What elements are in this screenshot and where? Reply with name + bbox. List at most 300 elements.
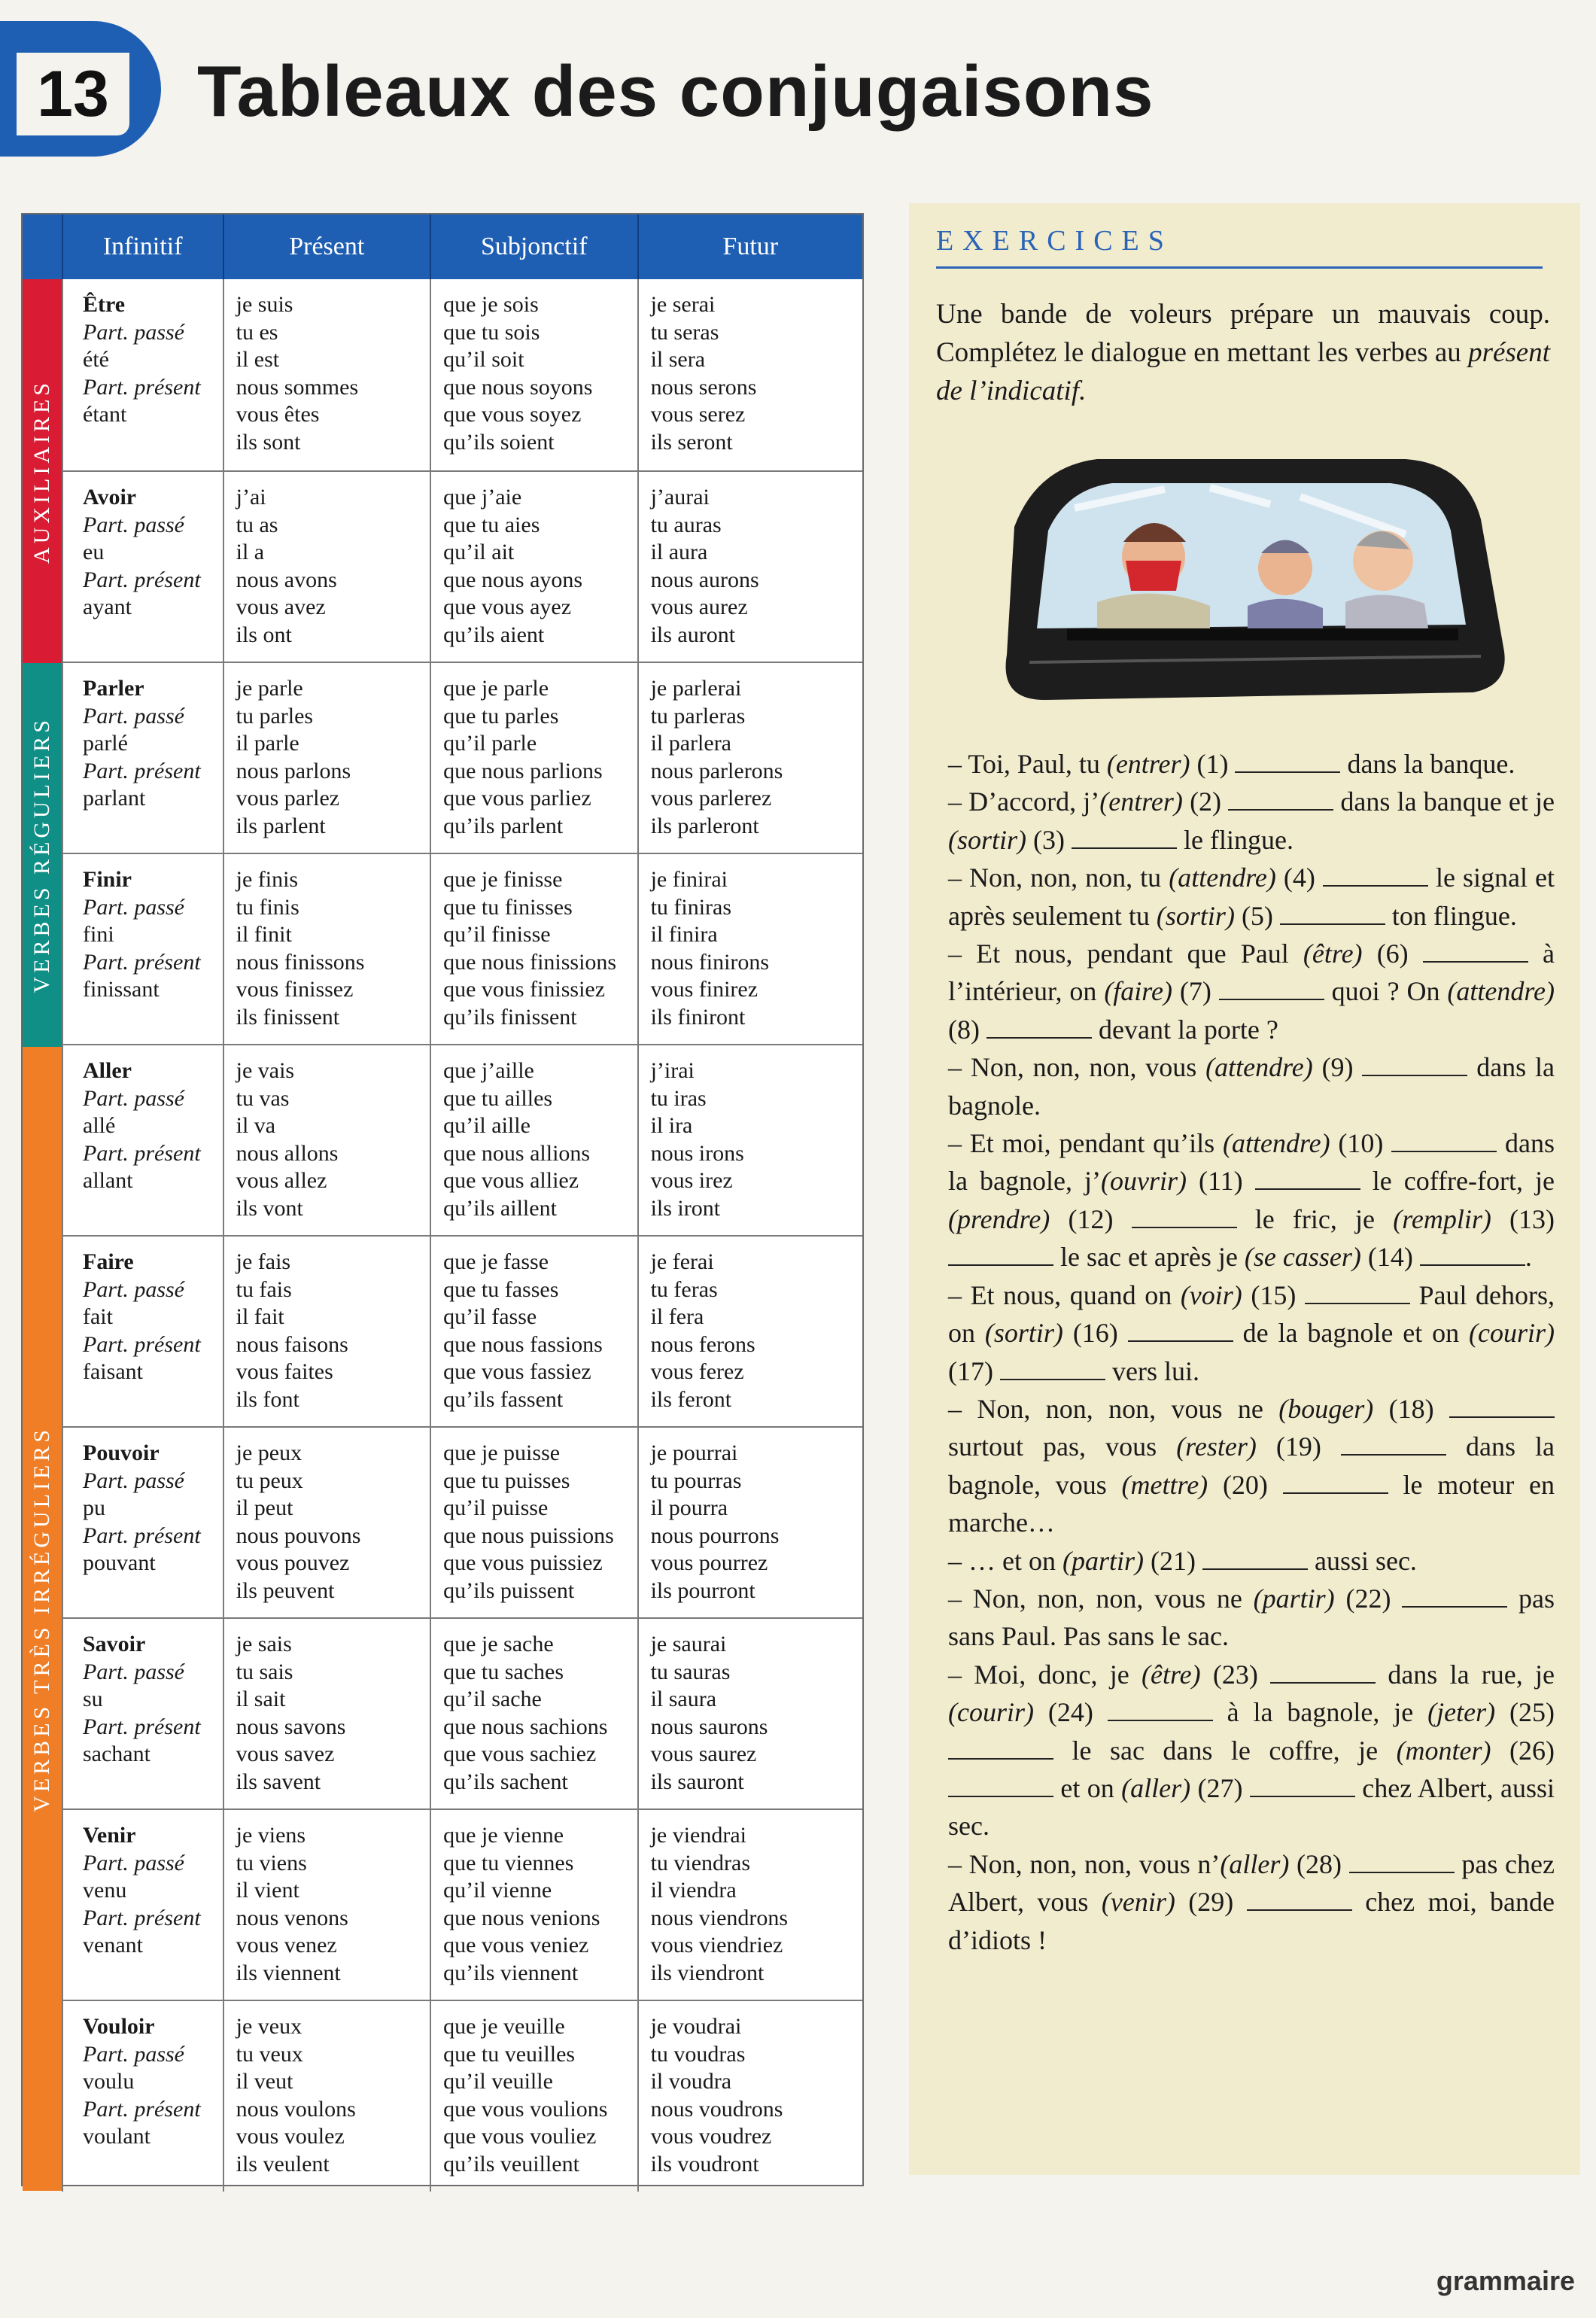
- conjugated-form: nous finissons: [236, 949, 365, 975]
- conjugated-form: qu’ils finissent: [443, 1004, 577, 1030]
- conjugated-form: que nous fassions: [443, 1331, 603, 1357]
- conjugated-form: que nous ayons: [443, 567, 583, 592]
- dialogue-text: (28): [1289, 1848, 1349, 1879]
- conjugated-form: il pourra: [650, 1495, 728, 1520]
- conjugated-form: que tu parles: [443, 703, 559, 729]
- conjugated-form: je parle: [236, 676, 303, 701]
- conjugated-form: que tu finisses: [443, 894, 573, 920]
- conjugated-form: il veut: [236, 2069, 293, 2094]
- conjugated-form: je vais: [236, 1058, 295, 1083]
- dialogue-text: – Non, non, non, vous ne: [948, 1393, 1279, 1424]
- dialogue-text: (3): [1026, 824, 1072, 855]
- futur-cell: [637, 1619, 862, 1809]
- conjugated-form: ils auront: [650, 622, 736, 647]
- answer-blank[interactable]: [1228, 789, 1333, 811]
- part-passe-label: Part. passé: [83, 2041, 184, 2067]
- conjugated-form: nous voulons: [236, 2096, 356, 2122]
- conjugated-form: que tu fasses: [443, 1276, 559, 1302]
- conjugated-form: vous aurez: [650, 595, 748, 619]
- answer-blank[interactable]: [1362, 1055, 1467, 1076]
- dialogue-line: [948, 1124, 1555, 1276]
- conjugated-form: tu viendras: [650, 1850, 751, 1875]
- conjugated-form: vous parlez: [236, 786, 340, 811]
- answer-blank[interactable]: [1420, 1245, 1525, 1266]
- dialogue-text: (20): [1208, 1469, 1283, 1500]
- answer-blank[interactable]: [1402, 1586, 1507, 1608]
- conjugated-form: vous irez: [650, 1168, 733, 1193]
- infinitive-cell: [62, 279, 223, 471]
- conjugated-form: nous parlerons: [650, 758, 783, 783]
- dialogue-line: [948, 745, 1555, 783]
- part-passe-value: venu: [83, 1878, 127, 1903]
- futur-cell: [637, 1045, 862, 1236]
- conjugated-form: ils sauront: [650, 1769, 744, 1794]
- conjugated-form: je ferai: [650, 1249, 714, 1274]
- dialogue-text: (23): [1200, 1659, 1271, 1690]
- part-present-value: allant: [83, 1168, 133, 1193]
- conjugated-form: j’ai: [236, 485, 266, 510]
- conjugated-form: vous allez: [236, 1168, 327, 1193]
- futur-cell: [637, 663, 862, 853]
- infinitive-cell: [62, 1045, 223, 1236]
- subjonctif-cell: [430, 1045, 637, 1236]
- dialogue-text: de la bagnole et on: [1233, 1318, 1470, 1349]
- conjugated-form: que nous parlions: [443, 758, 603, 783]
- conjugated-form: tu veux: [236, 2041, 303, 2067]
- part-present-label: Part. présent: [83, 949, 201, 975]
- conjugated-form: qu’ils fassent: [443, 1386, 564, 1412]
- part-passe-label: Part. passé: [83, 512, 184, 537]
- dialogue-text: dans la bagnole, j’: [948, 1128, 1555, 1197]
- infinitive-cell: [62, 1428, 223, 1618]
- futur-cell: [637, 854, 862, 1045]
- column-header-present: Présent: [223, 214, 430, 279]
- conjugated-form: tu as: [236, 512, 278, 537]
- dialogue-line: [948, 1542, 1555, 1580]
- answer-blank[interactable]: [1323, 865, 1428, 887]
- conjugated-form: que j’aille: [443, 1058, 534, 1083]
- verb-prompt: (sortir): [948, 824, 1027, 855]
- answer-blank[interactable]: [1391, 1131, 1497, 1152]
- part-passe-label: Part. passé: [83, 319, 184, 345]
- present-cell: [223, 1428, 430, 1618]
- verb-name: Savoir: [83, 1632, 146, 1656]
- answer-blank[interactable]: [1000, 1359, 1105, 1380]
- conjugated-form: il fera: [650, 1304, 704, 1329]
- subjonctif-cell: [430, 2001, 637, 2192]
- verb-prompt: (bouger): [1278, 1393, 1374, 1424]
- group-label: VERBES TRÈS IRRÉGULIERS: [29, 1425, 54, 1812]
- conjugated-form: qu’il vienne: [443, 1878, 552, 1903]
- part-present-label: Part. présent: [83, 2096, 201, 2122]
- part-present-value: faisant: [83, 1359, 143, 1384]
- present-cell: [223, 472, 430, 662]
- present-cell: [223, 1045, 430, 1236]
- conjugated-form: que je fasse: [443, 1249, 549, 1274]
- answer-blank[interactable]: [1247, 1890, 1352, 1911]
- verb-prompt: (prendre): [948, 1203, 1050, 1234]
- conjugated-form: nous aurons: [650, 567, 759, 592]
- answer-blank[interactable]: [948, 1776, 1053, 1797]
- exercise-instruction: [936, 295, 1550, 410]
- conjugated-form: ils viendront: [650, 1960, 765, 1985]
- dialogue-text: aussi sec.: [1307, 1545, 1417, 1576]
- dialogue-text: – Non, non, non, vous ne: [948, 1583, 1254, 1614]
- conjugated-form: nous pouvons: [236, 1523, 361, 1548]
- conjugated-form: nous faisons: [236, 1331, 348, 1357]
- infinitive-cell: [62, 2001, 223, 2192]
- conjugated-form: je finirai: [650, 867, 728, 892]
- infinitive-cell: [62, 1810, 223, 2000]
- conjugated-form: ils parlent: [236, 813, 326, 838]
- answer-blank[interactable]: [1255, 1169, 1360, 1190]
- subjonctif-cell: [430, 663, 637, 853]
- part-passe-value: allé: [83, 1113, 116, 1138]
- dialogue-text: (1): [1190, 749, 1236, 779]
- conjugated-form: tu feras: [650, 1276, 718, 1302]
- dialogue-text: (7): [1172, 976, 1219, 1007]
- getaway-car-illustration: [984, 437, 1511, 721]
- group-band-auxiliaires: [23, 279, 62, 663]
- conjugated-form: que nous puissions: [443, 1523, 614, 1548]
- dialogue-text: chez Albert, aussi sec.: [948, 1772, 1555, 1842]
- subjonctif-cell: [430, 1237, 637, 1427]
- group-band-verbes-irreguliers: [23, 1047, 62, 2191]
- conjugated-form: que je finisse: [443, 867, 563, 892]
- dialogue-text: dans la bagnole.: [948, 1052, 1555, 1121]
- part-present-label: Part. présent: [83, 567, 201, 592]
- part-present-value: parlant: [83, 786, 146, 811]
- conjugated-form: que nous venions: [443, 1905, 600, 1930]
- part-present-value: voulant: [83, 2124, 150, 2149]
- conjugated-form: je parlerai: [650, 676, 742, 701]
- conjugated-form: ils voudront: [650, 2151, 759, 2177]
- dialogue-line: [948, 935, 1555, 1048]
- answer-blank[interactable]: [1250, 1776, 1355, 1797]
- conjugated-form: il voudra: [650, 2069, 732, 2094]
- conjugated-form: qu’il aille: [443, 1113, 530, 1138]
- verb-prompt: (entrer): [1099, 786, 1183, 817]
- conjugated-form: il sait: [236, 1687, 286, 1711]
- conjugated-form: que je vienne: [443, 1823, 564, 1848]
- part-present-label: Part. présent: [83, 1714, 201, 1739]
- verb-prompt: (courir): [948, 1697, 1034, 1728]
- infinitive-cell: [62, 854, 223, 1045]
- conjugated-form: qu’ils aient: [443, 622, 545, 647]
- answer-blank[interactable]: [1270, 1662, 1376, 1684]
- answer-blank[interactable]: [1283, 1473, 1388, 1494]
- group-label: AUXILIAIRES: [29, 379, 54, 564]
- present-cell: [223, 663, 430, 853]
- dialogue-text: dans la banque.: [1340, 749, 1515, 779]
- conjugated-form: que vous finissiez: [443, 977, 606, 1002]
- conjugated-form: que je parle: [443, 676, 549, 701]
- present-cell: [223, 1237, 430, 1427]
- dialogue-text: pas chez Albert, vous: [948, 1848, 1555, 1918]
- conjugated-form: ils finiront: [650, 1004, 746, 1030]
- conjugated-form: que tu aies: [443, 512, 540, 537]
- present-cell: [223, 854, 430, 1045]
- conjugated-form: tu iras: [650, 1085, 707, 1111]
- futur-cell: [637, 2001, 862, 2192]
- part-present-label: Part. présent: [83, 1905, 201, 1930]
- dialogue-text: – Non, non, non, tu: [948, 862, 1169, 893]
- conjugated-form: je viens: [236, 1823, 306, 1848]
- dialogue-line: [948, 1656, 1555, 1845]
- conjugated-form: vous voudrez: [650, 2124, 772, 2149]
- conjugated-form: il aura: [650, 540, 708, 564]
- conjugated-form: il saura: [650, 1687, 717, 1711]
- answer-blank[interactable]: [948, 1245, 1053, 1266]
- conjugated-form: que vous sachiez: [443, 1742, 597, 1766]
- conjugated-form: vous faites: [236, 1359, 333, 1384]
- dialogue-text: devant la porte ?: [1091, 1014, 1278, 1045]
- verb-prompt: (rester): [1176, 1431, 1257, 1462]
- conjugated-form: tu vas: [236, 1085, 290, 1111]
- conjugated-form: tu viens: [236, 1850, 307, 1875]
- conjugated-form: vous venez: [236, 1933, 337, 1958]
- verb-prompt: (entrer): [1106, 749, 1190, 779]
- dialogue-text: dans la bagnole, vous: [948, 1431, 1555, 1500]
- conjugated-form: que vous ayez: [443, 595, 572, 619]
- verb-prompt: (voir): [1180, 1279, 1242, 1310]
- dialogue-text: – D’accord, j’: [948, 786, 1100, 817]
- conjugated-form: que vous veniez: [443, 1933, 589, 1958]
- dialogue-text: le flingue.: [1177, 824, 1294, 855]
- conjugated-form: qu’il veuille: [443, 2069, 553, 2094]
- dialogue-text: (11): [1186, 1166, 1255, 1197]
- present-cell: [223, 279, 430, 471]
- conjugated-form: qu’il puisse: [443, 1495, 549, 1520]
- dialogue-text: (5): [1234, 900, 1280, 931]
- conjugated-form: nous allons: [236, 1140, 339, 1166]
- dialogue-text: vers lui.: [1105, 1355, 1199, 1386]
- conjugated-form: que je sache: [443, 1632, 554, 1656]
- verb-prompt: (sortir): [1156, 900, 1235, 931]
- subjonctif-cell: [430, 1810, 637, 2000]
- part-present-value: ayant: [83, 595, 132, 619]
- table-row: [62, 1617, 862, 1809]
- conjugated-form: tu sauras: [650, 1659, 731, 1684]
- dialogue-text: – Et moi, pendant qu’ils: [948, 1128, 1223, 1159]
- verb-prompt: (faire): [1104, 976, 1172, 1007]
- conjugated-form: il a: [236, 540, 265, 564]
- answer-blank[interactable]: [1449, 1397, 1555, 1418]
- conjugated-form: j’irai: [650, 1058, 695, 1083]
- conjugated-form: que j’aie: [443, 485, 522, 510]
- dialogue-text: (17): [948, 1355, 1000, 1386]
- answer-blank[interactable]: [1202, 1549, 1308, 1570]
- answer-blank[interactable]: [1341, 1434, 1446, 1456]
- conjugated-form: vous voulez: [236, 2124, 345, 2149]
- dialogue-text: .: [1525, 1242, 1532, 1273]
- conjugated-form: que tu viennes: [443, 1850, 574, 1875]
- conjugated-form: il viendra: [650, 1878, 737, 1903]
- dialogue-text: le sac dans le coffre, je: [1053, 1735, 1397, 1766]
- dialogue-text: (14): [1360, 1242, 1420, 1273]
- verb-prompt: (ouvrir): [1101, 1166, 1187, 1197]
- dialogue-text: le signal et après seulement tu: [948, 862, 1555, 931]
- conjugated-form: ils feront: [650, 1386, 732, 1412]
- conjugated-form: que vous soyez: [443, 402, 582, 427]
- part-passe-label: Part. passé: [83, 1468, 184, 1493]
- dialogue-text: – Et nous, quand on: [948, 1279, 1181, 1310]
- conjugated-form: qu’ils sachent: [443, 1769, 568, 1794]
- conjugated-form: il parlera: [650, 731, 731, 756]
- conjugated-form: tu finis: [236, 894, 299, 920]
- conjugated-form: qu’ils puissent: [443, 1577, 575, 1603]
- conjugated-form: ils viennent: [236, 1960, 341, 1985]
- conjugated-form: qu’ils aillent: [443, 1195, 557, 1221]
- dialogue-text: surtout pas, vous: [948, 1431, 1177, 1462]
- conjugated-form: ils finissent: [236, 1004, 340, 1030]
- part-passe-value: été: [83, 347, 109, 372]
- part-present-label: Part. présent: [83, 758, 201, 783]
- futur-cell: [637, 1237, 862, 1427]
- conjugated-form: vous pouvez: [236, 1550, 350, 1575]
- verb-name: Finir: [83, 867, 132, 892]
- dialogue-text: quoi ? On: [1324, 976, 1448, 1007]
- verb-prompt: (monter): [1396, 1735, 1491, 1766]
- answer-blank[interactable]: [986, 1018, 1092, 1039]
- conjugated-form: nous avons: [236, 567, 337, 592]
- conjugated-form: que nous allions: [443, 1140, 591, 1166]
- answer-blank[interactable]: [1349, 1852, 1455, 1873]
- table-row: [62, 2000, 862, 2192]
- conjugated-form: il va: [236, 1113, 276, 1138]
- part-present-label: Part. présent: [83, 374, 201, 400]
- verb-name: Pouvoir: [83, 1440, 160, 1465]
- dialogue-text: (21): [1143, 1545, 1202, 1576]
- answer-blank[interactable]: [1219, 979, 1324, 1000]
- conjugated-form: tu fais: [236, 1276, 292, 1302]
- answer-blank[interactable]: [1280, 904, 1385, 925]
- column-header-futur: Futur: [637, 214, 862, 279]
- conjugated-form: nous ferons: [650, 1331, 755, 1357]
- dialogue-text: (4): [1275, 862, 1323, 893]
- conjugated-form: que nous soyons: [443, 374, 593, 400]
- conjugated-form: que tu veuilles: [443, 2041, 576, 2067]
- answer-blank[interactable]: [1235, 752, 1340, 773]
- conjugated-form: je peux: [236, 1440, 302, 1465]
- conjugated-form: que vous voulions: [443, 2096, 608, 2122]
- conjugated-form: il vient: [236, 1878, 299, 1903]
- dialogue-text: – Et nous, pendant que Paul: [948, 938, 1303, 969]
- conjugated-form: que tu puisses: [443, 1468, 570, 1493]
- conjugated-form: qu’il sache: [443, 1687, 542, 1711]
- verb-prompt: (venir): [1101, 1887, 1175, 1918]
- exercise-dialogue: [948, 745, 1555, 1959]
- dialogue-text: (25): [1495, 1697, 1555, 1728]
- part-present-label: Part. présent: [83, 1140, 201, 1166]
- part-present-value: pouvant: [83, 1550, 156, 1575]
- conjugated-form: que vous puissiez: [443, 1550, 603, 1575]
- conjugated-form: qu’il finisse: [443, 922, 551, 947]
- conjugated-form: ils savent: [236, 1769, 321, 1794]
- answer-blank[interactable]: [1108, 1700, 1213, 1721]
- dialogue-line: [948, 1048, 1555, 1124]
- conjugated-form: il ira: [650, 1113, 693, 1138]
- verb-prompt: (partir): [1253, 1583, 1335, 1614]
- conjugated-form: que vous fassiez: [443, 1359, 591, 1384]
- conjugated-form: que vous parliez: [443, 786, 591, 811]
- part-passe-label: Part. passé: [83, 703, 184, 729]
- dialogue-text: pas sans Paul. Pas sans le sac.: [948, 1583, 1555, 1652]
- dialogue-text: – … et on: [948, 1545, 1062, 1576]
- conjugated-form: qu’il soit: [443, 347, 524, 372]
- conjugated-form: que tu sois: [443, 319, 540, 345]
- conjugated-form: vous avez: [236, 595, 326, 619]
- dialogue-text: ton flingue.: [1385, 900, 1517, 931]
- answer-blank[interactable]: [1072, 828, 1177, 849]
- conjugated-form: que nous finissions: [443, 949, 617, 975]
- conjugated-form: vous finissez: [236, 977, 354, 1002]
- answer-blank[interactable]: [1305, 1283, 1410, 1304]
- verb-prompt: (être): [1303, 938, 1363, 969]
- answer-blank[interactable]: [948, 1738, 1053, 1760]
- dialogue-text: (6): [1362, 938, 1423, 969]
- answer-blank[interactable]: [1132, 1207, 1237, 1228]
- conjugated-form: tu voudras: [650, 2041, 746, 2067]
- dialogue-text: (10): [1330, 1128, 1392, 1159]
- instruction-emphasis: présent de l’indicatif.: [936, 337, 1550, 406]
- conjugated-form: que tu ailles: [443, 1085, 553, 1111]
- dialogue-text: – Non, non, non, vous n’: [948, 1848, 1221, 1879]
- conjugated-form: ils vont: [236, 1195, 303, 1221]
- dialogue-text: (2): [1182, 786, 1229, 817]
- answer-blank[interactable]: [1423, 941, 1528, 963]
- part-present-value: étant: [83, 402, 127, 427]
- conjugated-form: qu’il ait: [443, 540, 515, 564]
- dialogue-text: le coffre-fort, je: [1360, 1166, 1555, 1197]
- conjugated-form: il finira: [650, 922, 718, 947]
- group-band-verbes-reguliers: [23, 663, 62, 1047]
- subjonctif-cell: [430, 1428, 637, 1618]
- subjonctif-cell: [430, 1619, 637, 1809]
- dialogue-text: à la bagnole, je: [1212, 1697, 1428, 1728]
- exercise-panel: [909, 203, 1580, 2175]
- verb-prompt: (remplir): [1393, 1203, 1491, 1234]
- dialogue-text: (24): [1033, 1697, 1108, 1728]
- conjugated-form: nous sommes: [236, 374, 359, 400]
- conjugated-form: vous viendriez: [650, 1933, 783, 1958]
- conjugated-form: nous savons: [236, 1714, 346, 1739]
- part-passe-label: Part. passé: [83, 1085, 184, 1111]
- infinitive-cell: [62, 1619, 223, 1809]
- conjugated-form: vous êtes: [236, 402, 320, 427]
- dialogue-line: [948, 859, 1555, 935]
- dialogue-text: Paul dehors, on: [948, 1279, 1555, 1349]
- verb-name: Être: [83, 292, 126, 317]
- table-row: [62, 1426, 862, 1618]
- verb-name: Venir: [83, 1823, 136, 1848]
- dialogue-text: le moteur en marche…: [948, 1469, 1555, 1538]
- dialogue-text: (9): [1312, 1052, 1363, 1083]
- conjugated-form: qu’ils veuillent: [443, 2151, 579, 2177]
- conjugated-form: qu’ils viennent: [443, 1960, 579, 1985]
- conjugated-form: que vous alliez: [443, 1168, 579, 1193]
- dialogue-line: [948, 1390, 1555, 1542]
- conjugated-form: je viendrai: [650, 1823, 747, 1848]
- conjugated-form: tu finiras: [650, 894, 732, 920]
- dialogue-text: (22): [1334, 1583, 1403, 1614]
- answer-blank[interactable]: [1128, 1321, 1233, 1342]
- conjugated-form: tu parleras: [650, 703, 746, 729]
- present-cell: [223, 2001, 430, 2192]
- conjugated-form: que vous vouliez: [443, 2124, 597, 2149]
- verb-prompt: (aller): [1220, 1848, 1290, 1879]
- conjugated-form: ils seront: [650, 429, 733, 455]
